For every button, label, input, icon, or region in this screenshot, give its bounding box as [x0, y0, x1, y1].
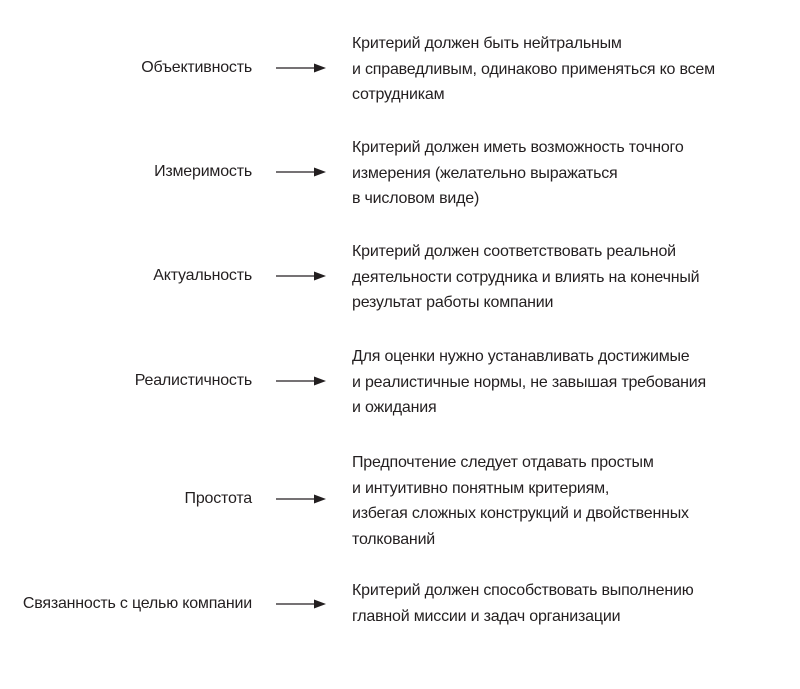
description-line: главной миссии и задач организации [352, 607, 621, 625]
criterion-description [352, 31, 782, 108]
criterion-label: Актуальность [153, 267, 252, 284]
arrow-right-icon [276, 598, 326, 610]
description-line: результат работы компании [352, 294, 554, 311]
description-line: и интуитивно понятным критериям, [352, 479, 610, 497]
criterion-label: Измеримость [154, 163, 252, 180]
description-line: Критерий должен иметь возможность точного [352, 139, 684, 156]
description-line: Предпочтение следует отдавать простым [352, 454, 654, 471]
criterion-description [352, 239, 782, 316]
arrow-right-icon [276, 166, 326, 178]
description-line: избегая сложных конструкций и двойственных [352, 505, 689, 522]
criterion-description [352, 344, 782, 421]
description-line: Для оценки нужно устанавливать достижимые [352, 348, 690, 365]
criterion-description [352, 135, 782, 212]
criterion-description [352, 450, 782, 552]
criterion-label: Объективность [141, 59, 252, 76]
description-line: Критерий должен быть нейтральным [352, 35, 622, 52]
description-line: и реалистичные нормы, не завышая требования [352, 373, 706, 391]
arrow-right-icon [276, 493, 326, 505]
description-line: и справедливым, одинаково применяться ко всем [352, 60, 715, 78]
description-line: толкований [352, 530, 436, 548]
arrow-right-icon [276, 375, 326, 387]
criterion-description [352, 578, 782, 629]
description-line: и ожидания [352, 399, 437, 416]
description-line: деятельности сотрудника и влиять на конечный [352, 268, 700, 286]
description-line: Критерий должен способствовать выполнению [352, 582, 694, 599]
description-line: измерения (желательно выражаться [352, 164, 618, 182]
criterion-label: Реалистичность [134, 372, 252, 389]
arrow-right-icon [276, 270, 326, 282]
description-line: Критерий должен соответствовать реальной [352, 243, 676, 260]
description-line: в числовом виде) [352, 190, 480, 207]
arrow-right-icon [276, 62, 326, 74]
criterion-label: Простота [184, 490, 252, 507]
description-line: сотрудникам [352, 86, 445, 103]
criterion-label: Связанность с целью компании [22, 595, 252, 612]
